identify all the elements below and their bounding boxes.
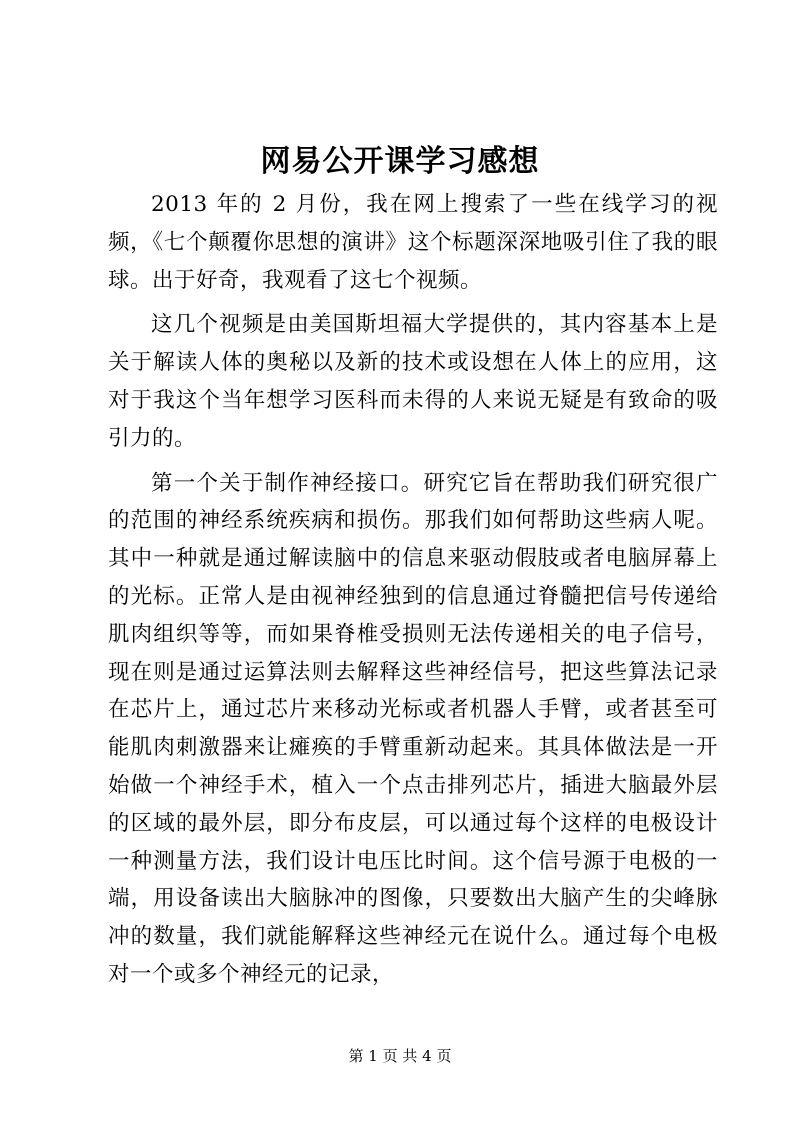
- paragraph: 这几个视频是由美国斯坦福大学提供的，其内容基本上是关于解读人体的奥秘以及新的技术或设想在人体上的应用，这对于我这个当年想学习医科而未得的人来说无疑是有致命的吸引力的。: [108, 312, 718, 451]
- paragraph: 第一个关于制作神经接口。研究它旨在帮助我们研究很广的范围的神经系统疾病和损伤。那我们如何帮助这些病人呢。其中一种就是通过解读脑中的信息来驱动假肢或者电脑屏幕上的光标。正常人是由视神经独到的信息通过脊髓把信号传递给肌肉组织等等，而如果脊椎受损则无法传递相关的电子信号，现在则是通过运算法则去解释这些神经信号，把这些算法记录在芯片上，通过芯片来移动光标或者机器人手臂，或者甚至可能肌肉刺激器来让瘫痪的手臂重新动起来。其具体做法是一开始做一个神经手术，植入一个点击排列芯片，插进大脑最外层的区域的最外层，即分布皮层，可以通过每个这样的电极设计一种测量方法，我们设计电压比时间。这个信号源于电极的一端，用设备读出大脑脉冲的图像，只要数出大脑产生的尖峰脉冲的数量，我们就能解释这些神经元在说什么。通过每个电极对一个或多个神经元的记录，: [108, 470, 718, 987]
- page-footer: 第 1 页 共 4 页: [348, 1047, 452, 1065]
- document-body: [108, 186, 718, 1001]
- document-title: 网易公开课学习感想: [260, 144, 540, 179]
- paragraph: 2013 年的 2 月份，我在网上搜索了一些在线学习的视频，《七个颠覆你思想的演讲》这个标题深深地吸引住了我的眼球。出于好奇，我观看了这七个视频。: [108, 192, 718, 293]
